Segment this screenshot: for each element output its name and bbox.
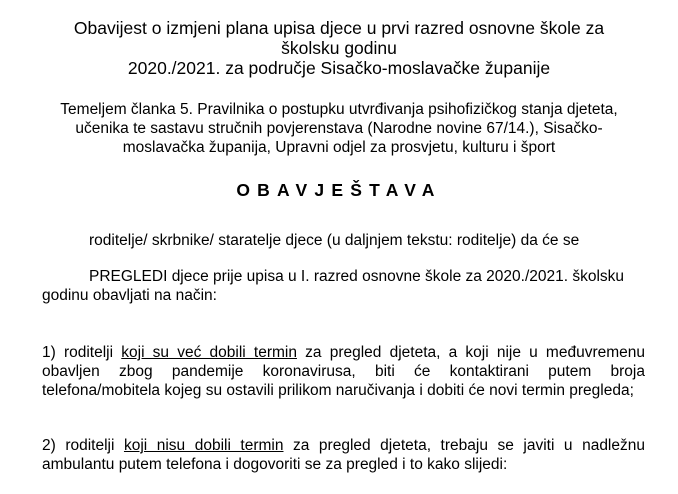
item1-underlined: koji su već dobili termin	[121, 344, 297, 361]
pregledi-line-1: PREGLEDI djece prije upisa u I. razred osnovne škole za 2020./2021. školsku	[89, 268, 625, 285]
item2-prefix: 2) roditelji	[42, 437, 124, 454]
item1-prefix: 1) roditelji	[42, 344, 122, 361]
item2-suffix: za pregled djeteta, trebaju se javiti u nadležnu	[283, 437, 645, 454]
title-line-1: Obavijest o izmjeni plana upisa djece u prvi razred osnovne škole za	[73, 18, 605, 38]
intro-line-2: učenika te sastavu stručnih povjerenstava (Narodne novine 67/14.), Sisačko-	[75, 120, 603, 137]
item2-line-1	[42, 437, 645, 455]
item1-line-2: obavljen zbog pandemije koronavirusa, biti će kontaktirani putem broja	[42, 363, 645, 380]
item1-line-1	[42, 344, 645, 362]
item2-underlined: koji nisu dobili termin	[123, 437, 284, 454]
title-line-3: 2020./2021. za područje Sisačko-moslavačke županije	[127, 58, 551, 78]
pregledi-line-2: godinu obavljati na način:	[42, 287, 217, 304]
item1-suffix: za pregled djeteta, a koji nije u međuvremenu	[296, 344, 646, 361]
title-line-2: školsku godinu	[281, 38, 397, 58]
intro-line-1: Temeljem članka 5. Pravilnika o postupku utvrđivanja psihofizičkog stanja djeteta,	[60, 101, 618, 118]
heading-obavjestava: OBAVJEŠTAVA	[236, 180, 442, 200]
addressee-text: roditelje/ skrbnike/ staratelje djece (u daljnjem tekstu: roditelje) da će se	[89, 232, 580, 249]
item1-line-3: telefona/mobitela kojeg su ostavili prilikom naručivanja i dobiti će novi termin pregleda;	[42, 382, 634, 399]
intro-line-3: moslavačka županija, Upravni odjel za prosvjetu, kulturu i šport	[122, 139, 556, 156]
item2-line-2: ambulantu putem telefona i dogovoriti se za pregled i to kako slijedi:	[42, 456, 508, 473]
